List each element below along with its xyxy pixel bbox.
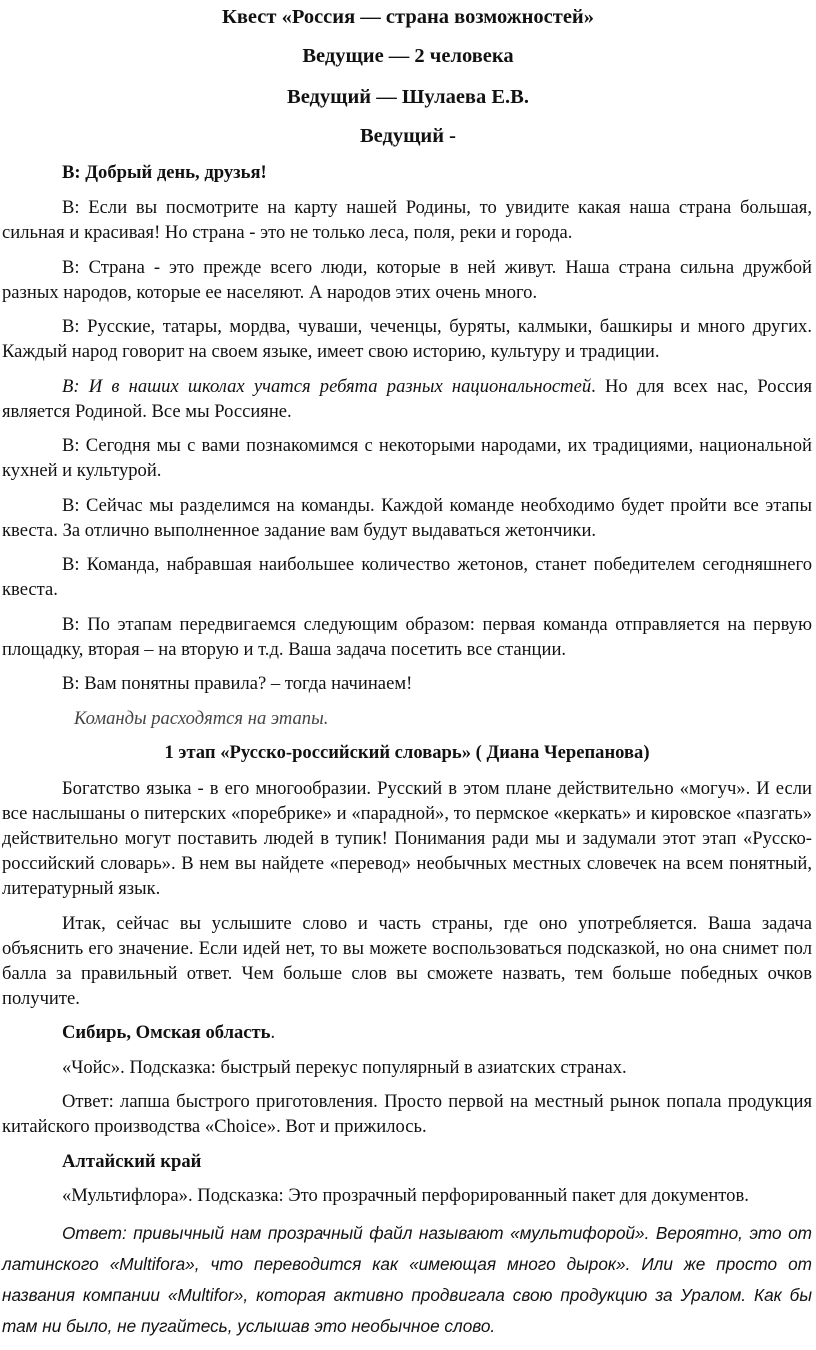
quest-title: Квест «Россия — страна возможностей» [221, 6, 594, 28]
answer-2: Ответ: привычный нам прозрачный файл называют «мультифорой». Вероятно, это от латинского «Multifora», что переводится как «имеющая много дырок». Или же просто от названия компании «Multifor», которая активно продвигала свою продукцию за Уралом. Как бы там ни было, не пугайтесь, услышав это необычное слово. [2, 1222, 812, 1336]
stage-1-paragraph-2: Итак, сейчас вы услышите слово и часть страны, где оно употребляется. Ваша задача объяснить его значение. Если идей нет, то вы можете воспользоваться подсказкой, но она снимет пол балла за правильный ответ. Чем больше слов вы сможете назвать, тем больше победных очков получите. [2, 912, 812, 1009]
intro-paragraph-3: В: Русские, татары, мордва, чуваши, чеченцы, буряты, калмыки, башкиры и много других. Каждый народ говорит на своем языке, имеет свою историю, культуру и традиции. [2, 316, 812, 362]
greeting: В: Добрый день, друзья! [62, 162, 267, 183]
hosts-count: Ведущие — 2 человека [302, 45, 514, 67]
region-siberia-dot: . [270, 1022, 276, 1043]
intro-paragraph-9: В: Вам понятны правила? – тогда начинаем! [62, 673, 413, 694]
intro-paragraph-7: В: Команда, набравшая наибольшее количество жетонов, станет победителем сегодняшнего квеста. [2, 554, 812, 600]
question-1: «Чойс». Подсказка: быстрый перекус популярный в азиатских странах. [62, 1056, 627, 1078]
host-one: Ведущий — Шулаева Е.В. [287, 86, 529, 108]
intro-paragraph-8: В: По этапам передвигаемся следующим образом: первая команда отправляется на первую площадку, вторая – на вторую и т.д. Ваша задача посетить все станции. [2, 613, 812, 660]
host-two: Ведущий - [359, 125, 456, 147]
question-2: «Мультифлора». Подсказка: Это прозрачный перфорированный пакет для документов. [62, 1185, 749, 1206]
intro-paragraph-6: В: Сейчас мы разделимся на команды. Каждой команде необходимо будет пройти все этапы квеста. За отлично выполненное задание вам будут выдаваться жетончики. [2, 494, 812, 541]
stage-1-paragraph-1: Богатство языка - в его многообразии. Русский в этом плане действительно «могуч». И если все наслышаны о питерских «поребрике» и «парадной», то пермское «керкать» и кировское «пазгать» действительно могут поставить людей в тупик! Понимания ради мы и задумали этот этап «Русско-российский словарь». В нем вы найдете «перевод» необычных местных словечек на всем понятный, литературный язык. [2, 778, 812, 899]
document-body [2, 160, 812, 1342]
intro-paragraph-5: В: Сегодня мы с вами познакомимся с некоторыми народами, их традициями, национальной кухней и культурой. [2, 435, 812, 481]
intro-paragraph-4-rest: . Но для всех нас, Россия является Родиной. Все мы Россияне. [2, 375, 812, 422]
stage-note: Команды расходятся на этапы. [74, 707, 329, 729]
region-altai: Алтайский край [62, 1150, 202, 1172]
answer-1: Ответ: лапша быстрого приготовления. Просто первой на местный рынок попала продукция китайского производства «Choice». Вот и прижилось. [2, 1091, 812, 1137]
intro-paragraph-4 [2, 374, 812, 424]
intro-paragraph-1: В: Если вы посмотрите на карту нашей Родины, то увидите какая наша страна большая, сильная и красивая! Но страна - это не только леса, поля, реки и города. [2, 197, 812, 243]
region-siberia-name: Сибирь, Омская область [62, 1022, 271, 1043]
intro-paragraph-2: В: Страна - это прежде всего люди, которые в ней живут. Наша страна сильна дружбой разных народов, которые ее населяют. А народов этих очень много. [2, 256, 812, 303]
intro-paragraph-4-italic: В: И в наших школах учатся ребята разных национальностей [62, 375, 592, 397]
stage-1-title: 1 этап «Русско-российский словарь» ( Диана Черепанова) [164, 742, 650, 763]
region-siberia [2, 1020, 812, 1045]
